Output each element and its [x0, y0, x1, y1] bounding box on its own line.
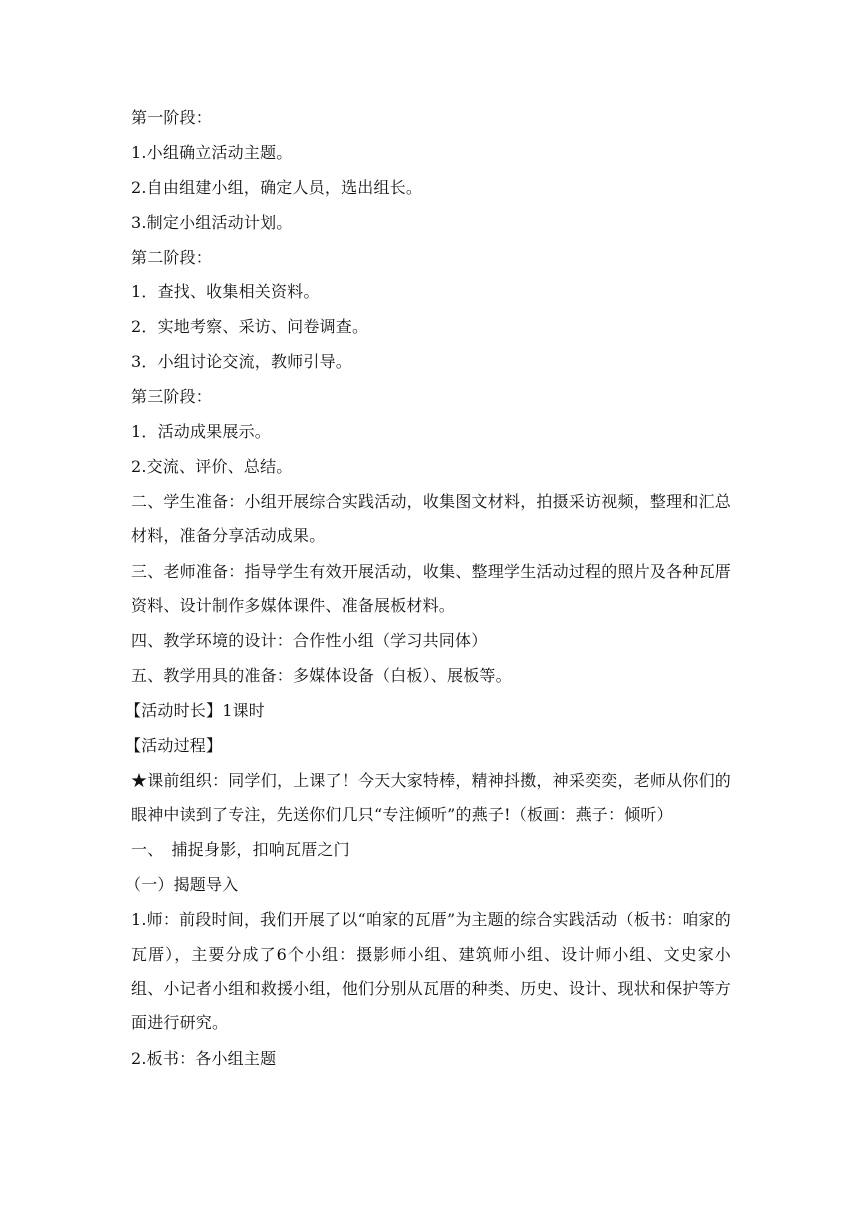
stage-one-item-2: 2.自由组建小组，确定人员，选出组长。 — [131, 177, 423, 197]
stage-two-item-3: 3．小组讨论交流，教师引导。 — [131, 352, 352, 372]
pre-class-organization: ★课前组织：同学们，上课了！今天大家特棒，精神抖擞，神采奕奕，老师从你们的眼神中读到了专注，先送你们几只“专注倾听”的燕子!（板画：燕子：倾听） — [131, 770, 731, 825]
stage-three-heading: 第三阶段： — [131, 387, 213, 407]
stage-three-item-1: 1．活动成果展示。 — [131, 422, 271, 442]
document-body — [125, 108, 731, 1084]
stage-one-heading: 第一阶段： — [131, 108, 213, 127]
stage-two-heading: 第二阶段： — [131, 247, 213, 267]
stage-one-item-3: 3.制定小组活动计划。 — [131, 212, 293, 232]
section-one-heading: 一、 捕捉身影，扣响瓦厝之门 — [131, 840, 350, 860]
student-preparation: 二、学生准备：小组开展综合实践活动，收集图文材料，拍摄采访视频，整理和汇总材料，准备分享活动成果。 — [131, 491, 731, 546]
stage-two-item-1: 1．查找、收集相关资料。 — [131, 282, 320, 302]
subsection-one-heading: （一）揭题导入 — [125, 875, 239, 895]
teaching-tools: 五、教学用具的准备：多媒体设备（白板）、展板等。 — [131, 666, 512, 686]
activity-duration: 【活动时长】1课时 — [125, 700, 265, 720]
teacher-preparation: 三、老师准备：指导学生有效开展活动，收集、整理学生活动过程的照片及各种瓦厝资料、设计制作多媒体课件、准备展板材料。 — [131, 561, 731, 615]
stage-three-item-2: 2.交流、评价、总结。 — [131, 456, 293, 476]
stage-one-item-1: 1.小组确立活动主题。 — [131, 142, 293, 162]
section-one-item-1: 1.师：前段时间，我们开展了以“咱家的瓦厝”为主题的综合实践活动（板书：咱家的瓦厝），主要分成了6个小组：摄影师小组、建筑师小组、设计师小组、文史家小组、小记者小组和救援小组，他们分别从瓦厝的种类、历史、设计、现状和保护等方面进行研究。 — [131, 910, 731, 1033]
section-one-item-2: 2.板书：各小组主题 — [131, 1048, 277, 1068]
activity-process-title: 【活动过程】 — [125, 735, 223, 755]
stage-two-item-2: 2．实地考察、采访、问卷调查。 — [131, 317, 369, 337]
teaching-environment: 四、教学环境的设计：合作性小组（学习共同体） — [131, 631, 488, 651]
